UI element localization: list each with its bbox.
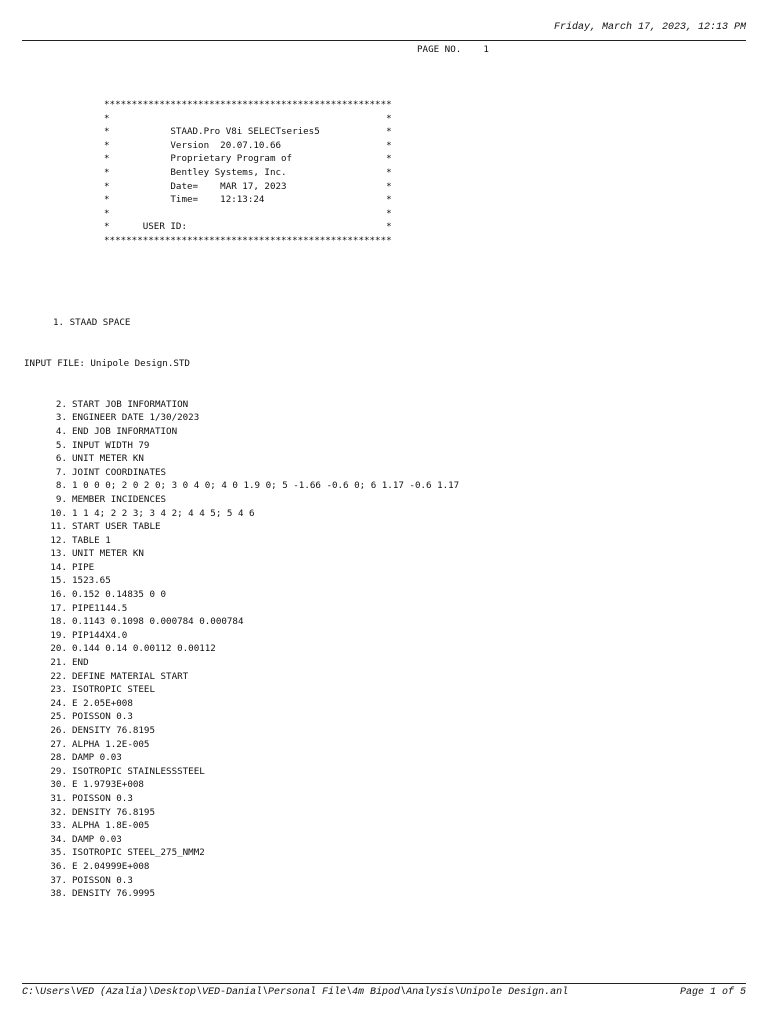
input-line [0, 778, 459, 792]
line-text: POISSON 0.3 [72, 792, 133, 804]
line-number: 36. [50, 860, 67, 872]
line-number: 33. [50, 820, 67, 832]
line-number: 6. [55, 453, 67, 465]
input-line [0, 547, 459, 561]
line-text: PIP144X4.0 [72, 629, 128, 641]
input-line [0, 860, 459, 874]
input-line [0, 751, 459, 765]
input-line [0, 887, 459, 901]
line-number: 4. [55, 425, 67, 437]
line-text: TABLE 1 [72, 534, 111, 546]
line-text: 0.152 0.14835 0 0 [72, 589, 167, 601]
input-line [0, 874, 459, 888]
input-line [0, 819, 459, 833]
input-file: INPUT FILE: Unipole Design.STD [24, 357, 190, 369]
line-number: 32. [50, 806, 67, 818]
line-number: 28. [50, 752, 67, 764]
input-line [0, 602, 459, 616]
line-text: E 2.04999E+008 [72, 860, 150, 872]
input-line [0, 738, 459, 752]
input-line [0, 411, 459, 425]
line-number: 37. [50, 874, 67, 886]
line-number: 21. [50, 657, 67, 669]
input-file-line [0, 357, 459, 371]
banner-line: **************************************************** [104, 234, 392, 246]
line-number: 16. [50, 589, 67, 601]
input-line [0, 316, 459, 330]
banner-line: * STAAD.Pro V8i SELECTseries5 * [104, 126, 392, 138]
line-number: 8. [55, 480, 67, 492]
line-number: 9. [55, 493, 67, 505]
input-line [0, 833, 459, 847]
line-number: 2. [55, 398, 67, 410]
input-line [0, 765, 459, 779]
line-number: 15. [50, 575, 67, 587]
line-text: PIPE [72, 561, 95, 573]
line-number: 3. [55, 412, 67, 424]
header-datetime: Friday, March 17, 2023, 12:13 PM [553, 22, 746, 33]
numbered-lines [0, 398, 459, 901]
line-text: MEMBER INCIDENCES [72, 493, 167, 505]
input-line [0, 574, 459, 588]
line-number: 20. [50, 643, 67, 655]
input-line [0, 534, 459, 548]
line-number: 35. [50, 847, 67, 859]
input-line [0, 588, 459, 602]
first-line: 1. STAAD SPACE [53, 317, 131, 329]
line-number: 19. [50, 629, 67, 641]
input-line [0, 683, 459, 697]
line-text: DAMP 0.03 [72, 833, 122, 845]
line-text: 0.144 0.14 0.00112 0.00112 [72, 643, 216, 655]
input-line [0, 398, 459, 412]
line-number: 26. [50, 725, 67, 736]
page-number: PAGE NO. 1 [417, 44, 489, 55]
line-text: START JOB INFORMATION [72, 398, 189, 410]
banner-line: * Date= MAR 17, 2023 * [104, 180, 392, 192]
line-text: POISSON 0.3 [72, 711, 133, 723]
input-listing [0, 289, 459, 914]
line-number: 5. [55, 439, 67, 451]
banner-line: * * [104, 112, 392, 124]
line-number: 31. [50, 792, 67, 804]
input-line [0, 697, 459, 711]
input-line [0, 493, 459, 507]
line-number: 24. [50, 697, 67, 709]
line-number: 7. [55, 466, 67, 478]
line-text: ISOTROPIC STEEL [72, 684, 155, 696]
line-number: 34. [50, 833, 67, 845]
line-text: ENGINEER DATE 1/30/2023 [72, 412, 200, 424]
input-line [0, 792, 459, 806]
line-number: 13. [50, 548, 67, 560]
line-text: PIPE1144.5 [72, 602, 128, 614]
header-rule [22, 40, 746, 41]
line-text: JOINT COORDINATES [72, 466, 167, 478]
line-text: START USER TABLE [72, 521, 161, 533]
line-text: 1523.65 [72, 575, 111, 587]
line-text: 1 1 4; 2 2 3; 3 4 2; 4 4 5; 5 4 6 [72, 507, 255, 519]
line-number: 12. [50, 534, 67, 546]
line-text: END JOB INFORMATION [72, 425, 178, 437]
input-line [0, 439, 459, 453]
line-text: DENSITY 76.8195 [72, 725, 155, 736]
input-line [0, 561, 459, 575]
line-number: 17. [50, 602, 67, 614]
line-number: 29. [50, 765, 67, 777]
line-text: DEFINE MATERIAL START [72, 670, 189, 682]
input-line [0, 520, 459, 534]
line-text: UNIT METER KN [72, 453, 144, 465]
input-line [0, 846, 459, 860]
line-number: 23. [50, 684, 67, 696]
line-text: DENSITY 76.8195 [72, 806, 155, 818]
line-text: DAMP 0.03 [72, 752, 122, 764]
input-line [0, 452, 459, 466]
input-line [0, 642, 459, 656]
banner-line: * Proprietary Program of * [104, 153, 392, 165]
line-number: 38. [50, 888, 67, 900]
input-line [0, 629, 459, 643]
line-number: 14. [50, 561, 67, 573]
program-banner [104, 98, 392, 248]
input-line [0, 806, 459, 820]
input-line [0, 710, 459, 724]
line-text: UNIT METER KN [72, 548, 144, 560]
line-text: ALPHA 1.2E-005 [72, 738, 150, 750]
line-text: END [72, 657, 89, 669]
line-number: 22. [50, 670, 67, 682]
line-number: 30. [50, 779, 67, 791]
footer-file-path: C:\Users\VED (Azalia)\Desktop\VED-Danial\Personal File\4m Bipod\Analysis\Unipole Design.anl [22, 987, 569, 998]
line-text: 0.1143 0.1098 0.000784 0.000784 [72, 616, 244, 628]
line-text: 1 0 0 0; 2 0 2 0; 3 0 4 0; 4 0 1.9 0; 5 -1.66 -0.6 0; 6 1.17 -0.6 1.17 [72, 480, 460, 492]
input-line [0, 656, 459, 670]
line-number: 10. [50, 507, 67, 519]
line-text: DENSITY 76.9995 [72, 888, 155, 900]
line-text: ALPHA 1.8E-005 [72, 820, 150, 832]
line-number: 27. [50, 738, 67, 750]
line-text: POISSON 0.3 [72, 874, 133, 886]
banner-line: * Time= 12:13:24 * [104, 194, 392, 206]
input-line [0, 507, 459, 521]
line-number: 18. [50, 616, 67, 628]
line-text: ISOTROPIC STAINLESSSTEEL [72, 765, 205, 777]
line-text: E 1.9793E+008 [72, 779, 144, 791]
footer-page-count: Page 1 of 5 [679, 987, 746, 998]
input-line [0, 670, 459, 684]
banner-line: * Version 20.07.10.66 * [104, 139, 392, 151]
line-text: ISOTROPIC STEEL_275_NMM2 [72, 847, 205, 859]
input-line [0, 479, 459, 493]
banner-line: * Bentley Systems, Inc. * [104, 166, 392, 178]
footer-rule [22, 983, 746, 984]
line-text: INPUT WIDTH 79 [72, 439, 150, 451]
input-line [0, 615, 459, 629]
input-line [0, 724, 459, 738]
banner-line: * * [104, 207, 392, 219]
input-line [0, 425, 459, 439]
banner-line: **************************************************** [104, 99, 392, 110]
banner-line: * USER ID: * [104, 221, 392, 233]
line-number: 25. [50, 711, 67, 723]
input-line [0, 466, 459, 480]
line-number: 11. [50, 521, 67, 533]
line-text: E 2.05E+008 [72, 697, 133, 709]
